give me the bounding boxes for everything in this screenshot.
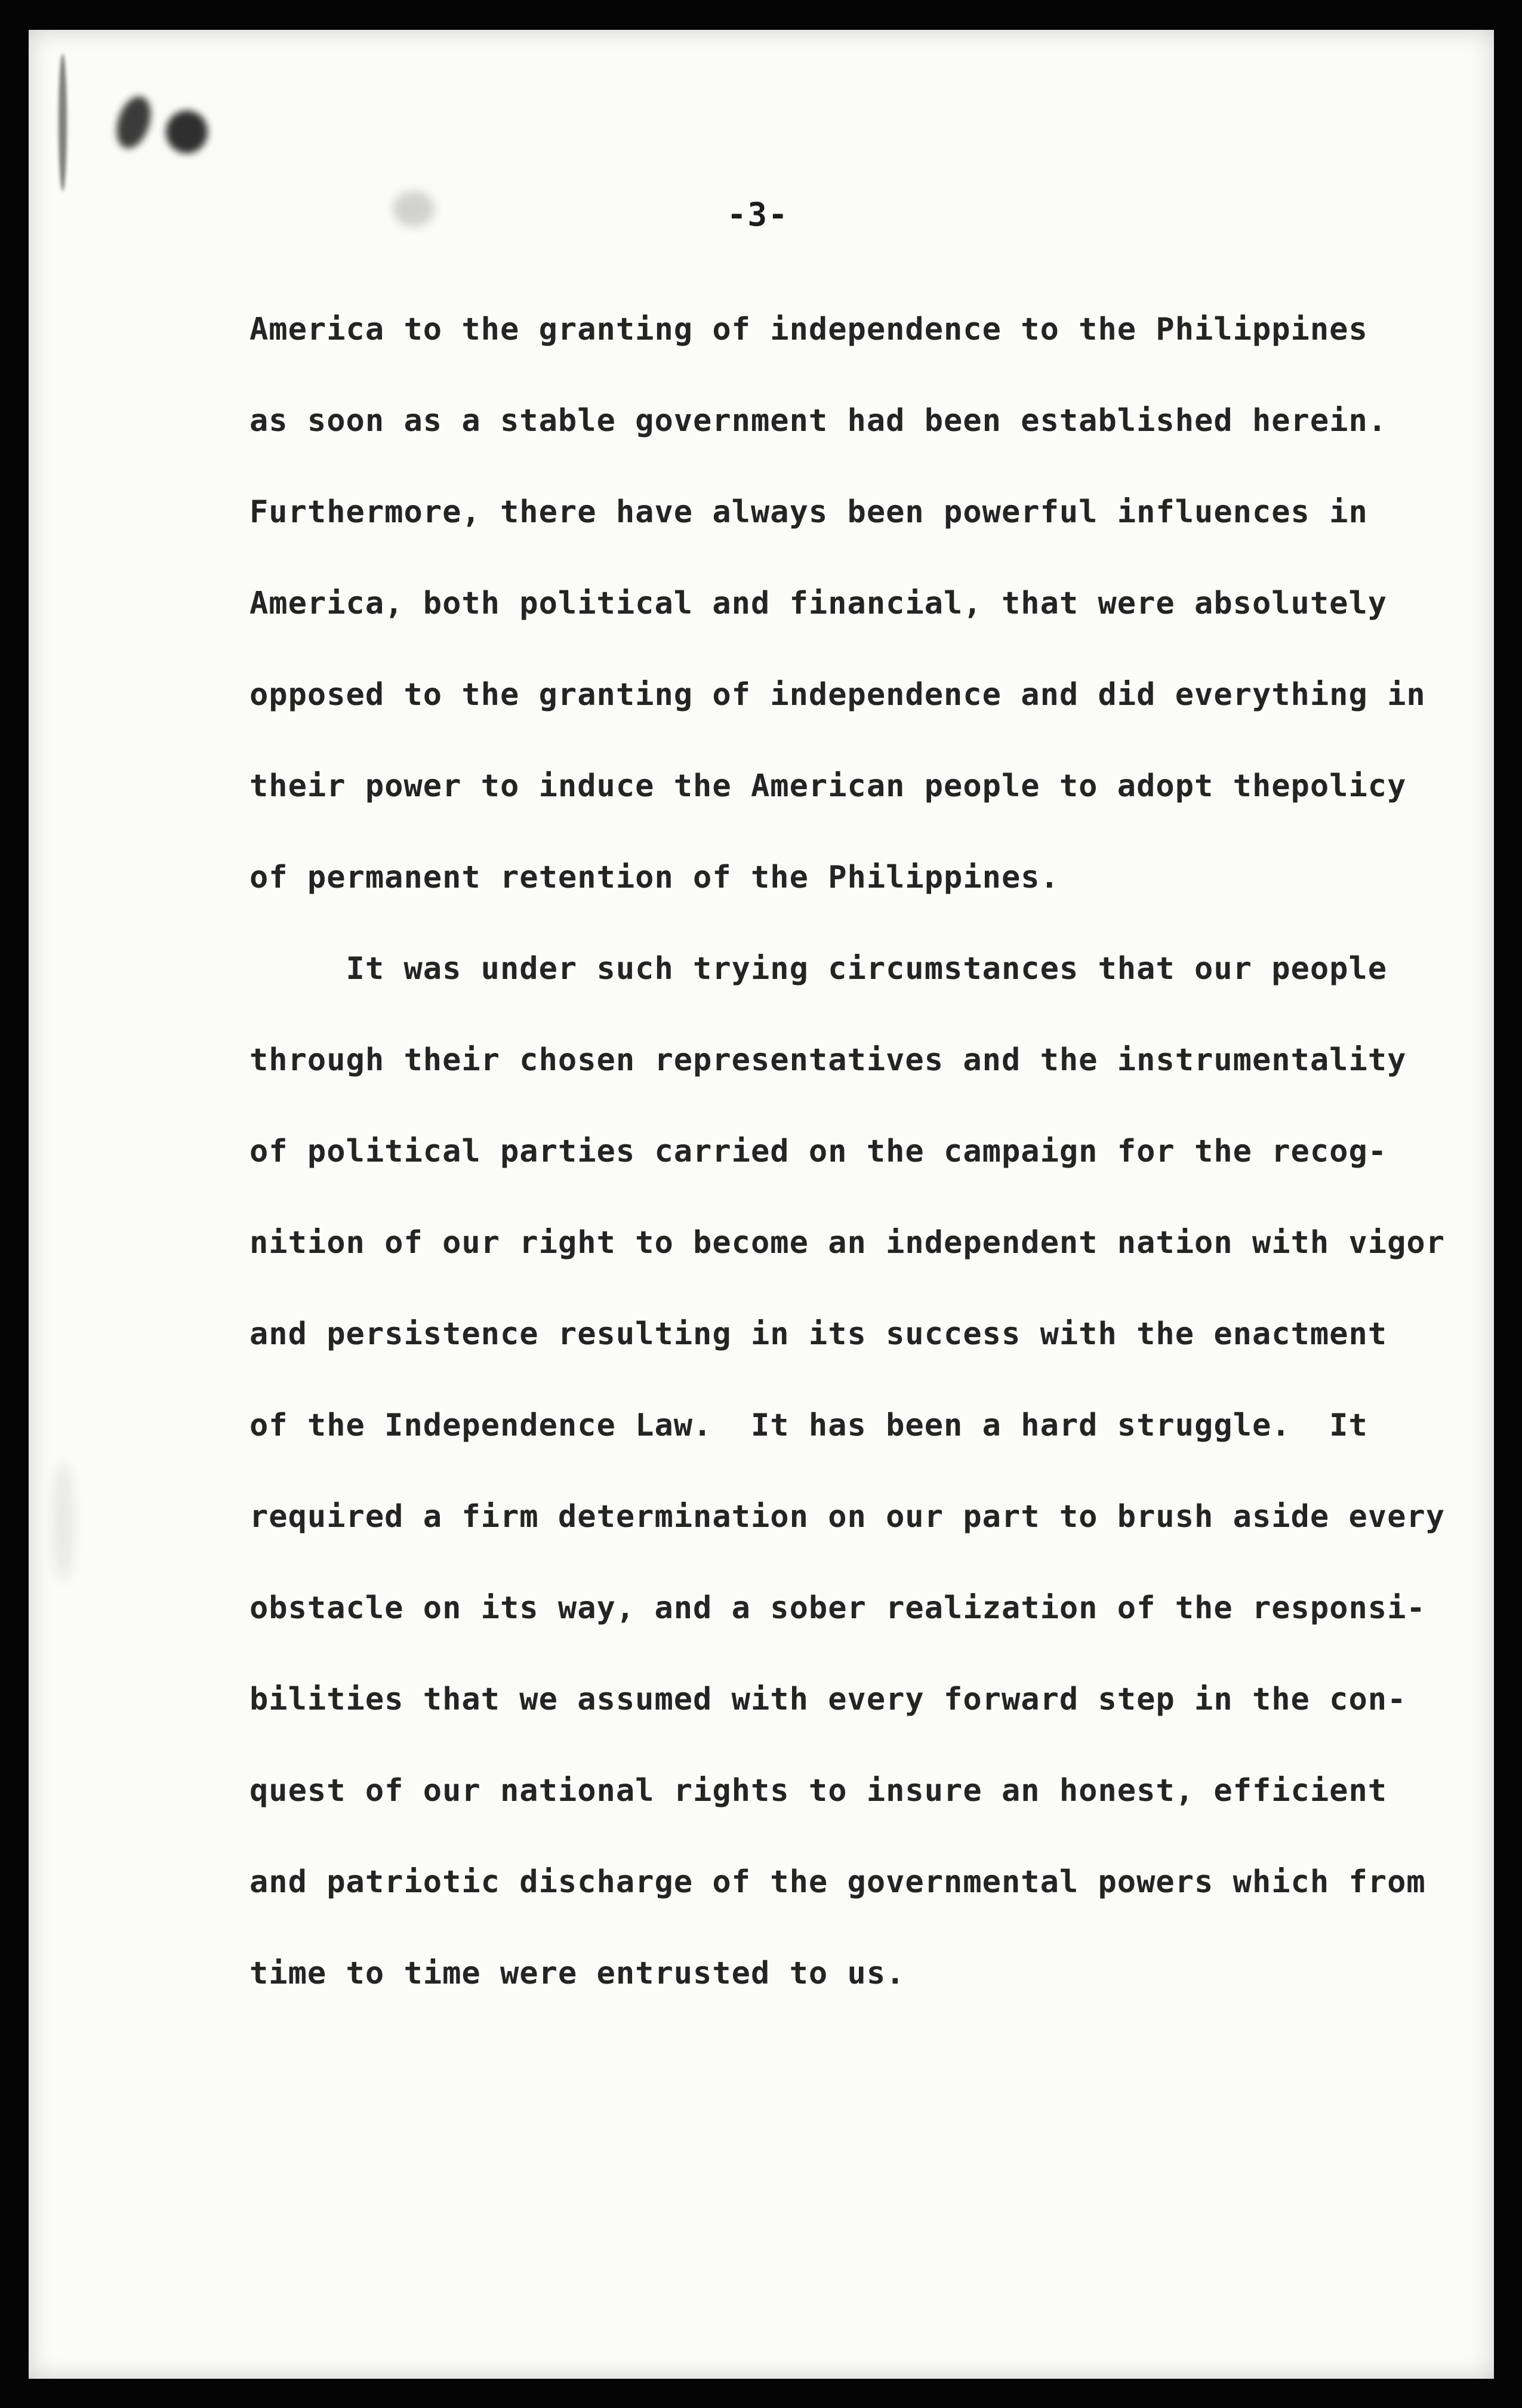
paper-stain [53, 1462, 74, 1582]
text-line: of the Independence Law. It has been a hard struggle. It [249, 1408, 1368, 1443]
document-page [29, 30, 1494, 2379]
text-line: as soon as a stable government had been established herein. [249, 403, 1388, 439]
page-number: -3- [727, 196, 789, 233]
edge-shadow [58, 54, 67, 191]
text-line: America to the granting of independence to the Philippines [249, 312, 1368, 347]
text-line: nition of our right to become an independent nation with vigor [249, 1225, 1446, 1261]
text-line: of political parties carried on the campaign for the recog- [249, 1134, 1388, 1169]
text-line: and patriotic discharge of the governmental powers which from [249, 1864, 1426, 1900]
ink-smudge [110, 92, 156, 153]
text-line: time to time were entrusted to us. [249, 1956, 905, 1991]
text-line: of permanent retention of the Philippines. [249, 860, 1059, 895]
text-line: It was under such trying circumstances that our people [249, 951, 1388, 987]
text-line: Furthermore, there have always been powerful influences in [249, 494, 1368, 530]
text-line: their power to induce the American people to adopt thepolicy [249, 768, 1407, 804]
text-line: opposed to the granting of independence and did everything in [249, 677, 1426, 713]
text-line: through their chosen representatives and the instrumentality [249, 1042, 1407, 1078]
text-line: bilities that we assumed with every forward step in the con- [249, 1682, 1407, 1717]
text-line: quest of our national rights to insure an honest, efficient [249, 1773, 1388, 1809]
text-line: obstacle on its way, and a sober realization of the responsi- [249, 1590, 1426, 1626]
text-line: and persistence resulting in its success with the enactment [249, 1316, 1388, 1352]
text-line: America, both political and financial, that were absolutely [249, 586, 1388, 621]
ink-smudge [166, 110, 208, 153]
paper-stain [393, 191, 435, 227]
text-line: required a firm determination on our part to brush aside every [249, 1499, 1446, 1535]
